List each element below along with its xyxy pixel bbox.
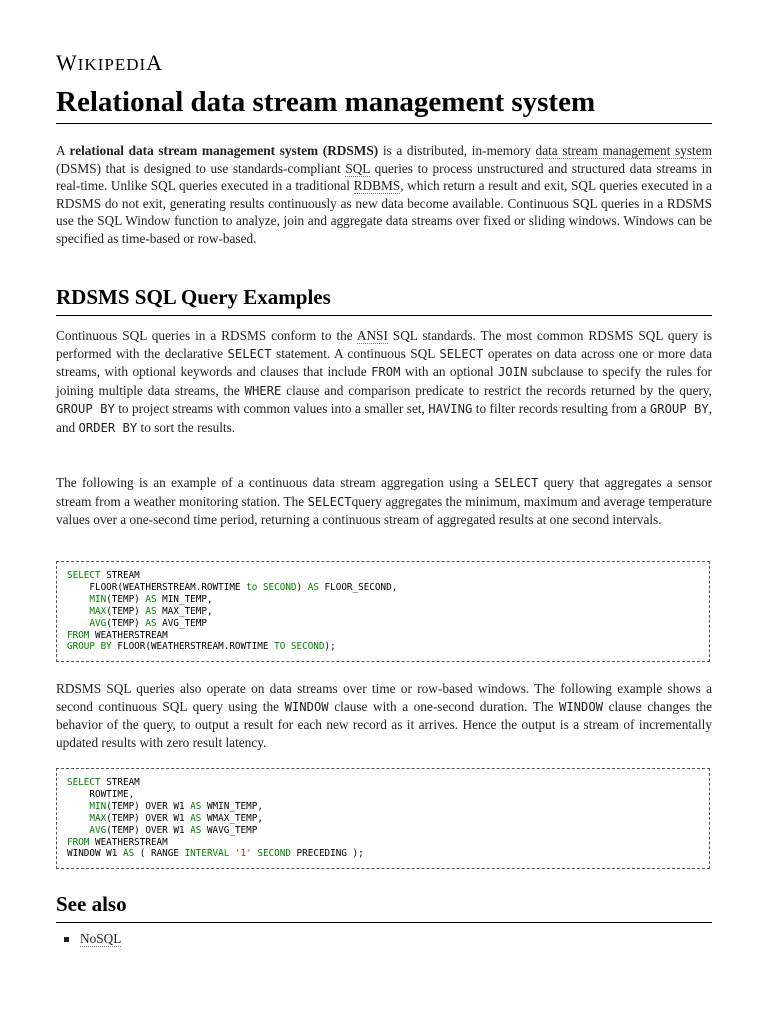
link-nosql[interactable]: NoSQL [80,931,122,946]
logo-initial: W [56,50,78,75]
link-data-stream-management-system[interactable]: data stream management system [535,143,712,158]
list-item [56,931,121,947]
logo-final: A [146,50,164,75]
wikipedia-logo[interactable] [56,50,163,76]
section-heading-query-examples: RDSMS SQL Query Examples [56,285,712,316]
code-block-window: SELECT STREAM ROWTIME, MIN(TEMP) OVER W1 AS WMIN_TEMP, MAX(TEMP) OVER W1 AS WMAX_TEMP, AVG(TEMP) OVER W1 AS WAVG_TEMP FROM WEATHERSTREAM WINDOW W1 AS ( RANGE INTERVAL '1' SECOND PRECEDING ); [56,768,710,869]
paragraph-aggregation-example: The following is an example of a continuous data stream aggregation using a SELECT query that aggregates a sensor stream from a weather monitoring station. The SELECTquery aggregates the minimum, maximum and average temperature values over a one-second time period, returning a continuous stream of aggregated results at one second intervals. [56,475,712,527]
code-block-aggregation: SELECT STREAM FLOOR(WEATHERSTREAM.ROWTIME to SECOND) AS FLOOR_SECOND, MIN(TEMP) AS MIN_TEMP, MAX(TEMP) AS MAX_TEMP, AVG(TEMP) AS AVG_TEMP FROM WEATHERSTREAM GROUP BY FLOOR(WEATHERSTREAM.ROWTIME TO SECOND); [56,561,710,662]
paragraph-query-overview: Continuous SQL queries in a RDSMS conform to the ANSI SQL standards. The most common RDSMS SQL query is performed with the declarative SELECT statement. A continuous SQL SELECT operates on data across one or more data streams, with optional keywords and clauses that include FROM with an optional JOIN subclause to specify the rules for joining multiple data streams, the WHERE clause and comparison predicate to restrict the records returned by the query, GROUP BY to project streams with common values into a smaller set, HAVING to filter records resulting from a GROUP BY, and ORDER BY to sort the results. [56,328,713,435]
bold-term: relational data stream management system (RDSMS) [69,143,379,158]
bullet-icon [64,937,69,942]
page-title: Relational data stream management system [56,86,712,124]
paragraph-window-example: RDSMS SQL queries also operate on data streams over time or row-based windows. The following example shows a second continuous SQL query using the WINDOW clause with a one-second duration. The WINDOW clause changes the behavior of the query, to output a result for each new record as it arrives. Hence the output is a stream of incrementally updated results with zero result latency. [56,681,712,750]
intro-paragraph: A relational data stream management system (RDSMS) is a distributed, in-memory data stream management system (DSMS) that is designed to use standards-compliant SQL queries to process unstructured and structured data streams in real-time. Unlike SQL queries executed in a traditional RDBMS, which return a result and exit, SQL queries executed in a RDSMS do not exit, generating results continuously as new data become available. Continuous SQL queries in a RDSMS use the SQL Window function to analyze, join and aggregate data streams over fixed or sliding windows. Windows can be specified as time-based or row-based. [56,143,712,246]
section-heading-see-also: See also [56,892,712,923]
logo-smallcaps: IKIPEDI [77,55,147,74]
link-rdbms[interactable]: RDBMS [353,178,401,193]
link-sql[interactable]: SQL [345,160,370,176]
link-ansi[interactable]: ANSI [356,328,388,343]
see-also-list [56,931,121,947]
